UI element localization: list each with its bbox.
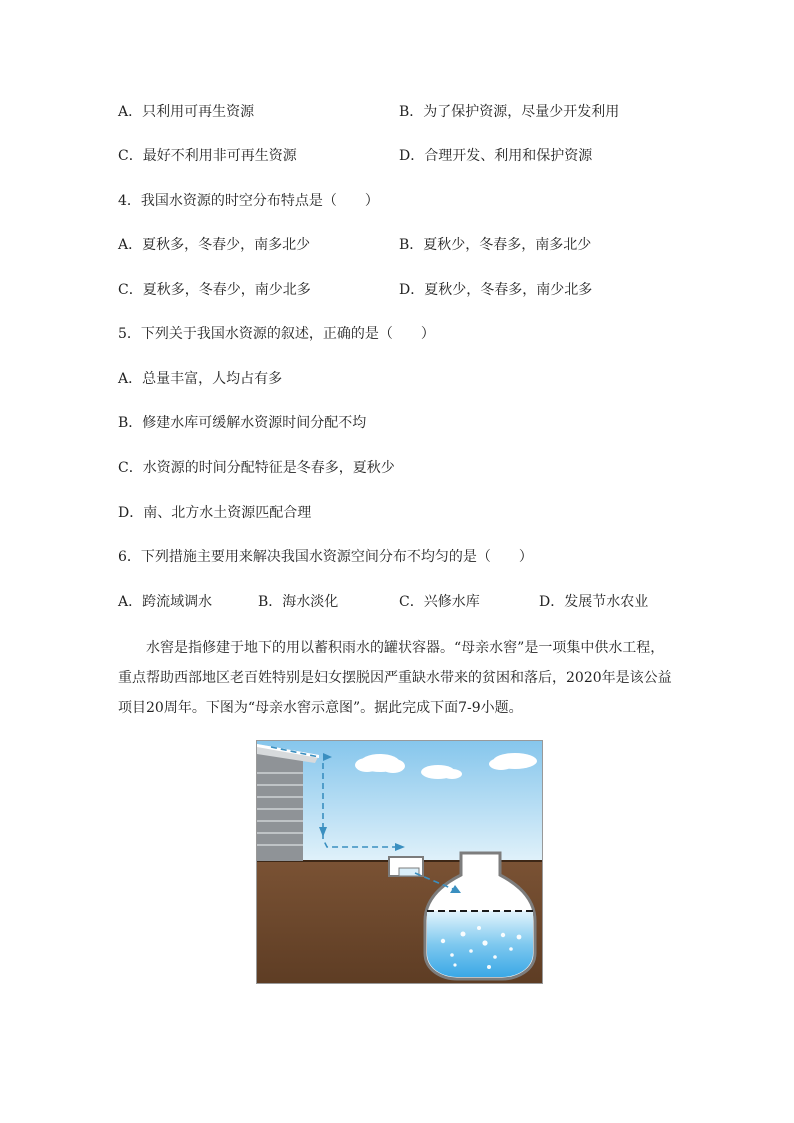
q6-option-b: B．海水淡化 — [258, 594, 339, 610]
inlet-box-icon — [389, 857, 423, 876]
water-cellar-illustration — [257, 741, 542, 983]
q3-option-c: C．最好不利用非可再生资源 — [118, 148, 297, 164]
q4-option-b: B．夏秋少，冬春多，南多北少 — [399, 237, 592, 253]
q6-option-d: D．发展节水农业 — [539, 594, 649, 610]
water-cellar-diagram — [256, 740, 543, 984]
q5-option-a: A．总量丰富，人均占有多 — [118, 371, 283, 387]
passage — [118, 633, 678, 723]
q3-option-a: A．只利用可再生资源 — [118, 104, 255, 120]
q6-option-a: A．跨流域调水 — [118, 594, 213, 610]
q4-stem: 4．我国水资源的时空分布特点是（ ） — [118, 193, 379, 209]
q3-option-b: B．为了保护资源，尽量少开发利用 — [399, 104, 620, 120]
q4-option-c: C．夏秋多，冬春少，南少北多 — [118, 282, 311, 298]
q4-option-a: A．夏秋多，冬春少，南多北少 — [118, 237, 311, 253]
q5-option-b: B．修建水库可缓解水资源时间分配不均 — [118, 415, 367, 431]
q6-option-c: C．兴修水库 — [399, 594, 480, 610]
q5-option-c: C．水资源的时间分配特征是冬春多，夏秋少 — [118, 460, 395, 476]
q3-option-d: D．合理开发、利用和保护资源 — [399, 148, 593, 164]
passage-text: 水窖是指修建于地下的用以蓄积雨水的罐状容器。“母亲水窖”是一项集中供水工程，重点帮助西部地区老百姓特别是妇女摆脱因严重缺水带来的贫困和落后，2020年是该公益项目20周年。下图为“母亲水窖示意图”。据此完成下面7-9小题。 — [118, 640, 672, 716]
q5-stem: 5．下列关于我国水资源的叙述，正确的是（ ） — [118, 326, 435, 342]
q4-option-d: D．夏秋少，冬春多，南少北多 — [399, 282, 593, 298]
q6-stem: 6．下列措施主要用来解决我国水资源空间分布不均匀的是（ ） — [118, 549, 533, 565]
q5-option-d: D．南、北方水土资源匹配合理 — [118, 505, 312, 521]
